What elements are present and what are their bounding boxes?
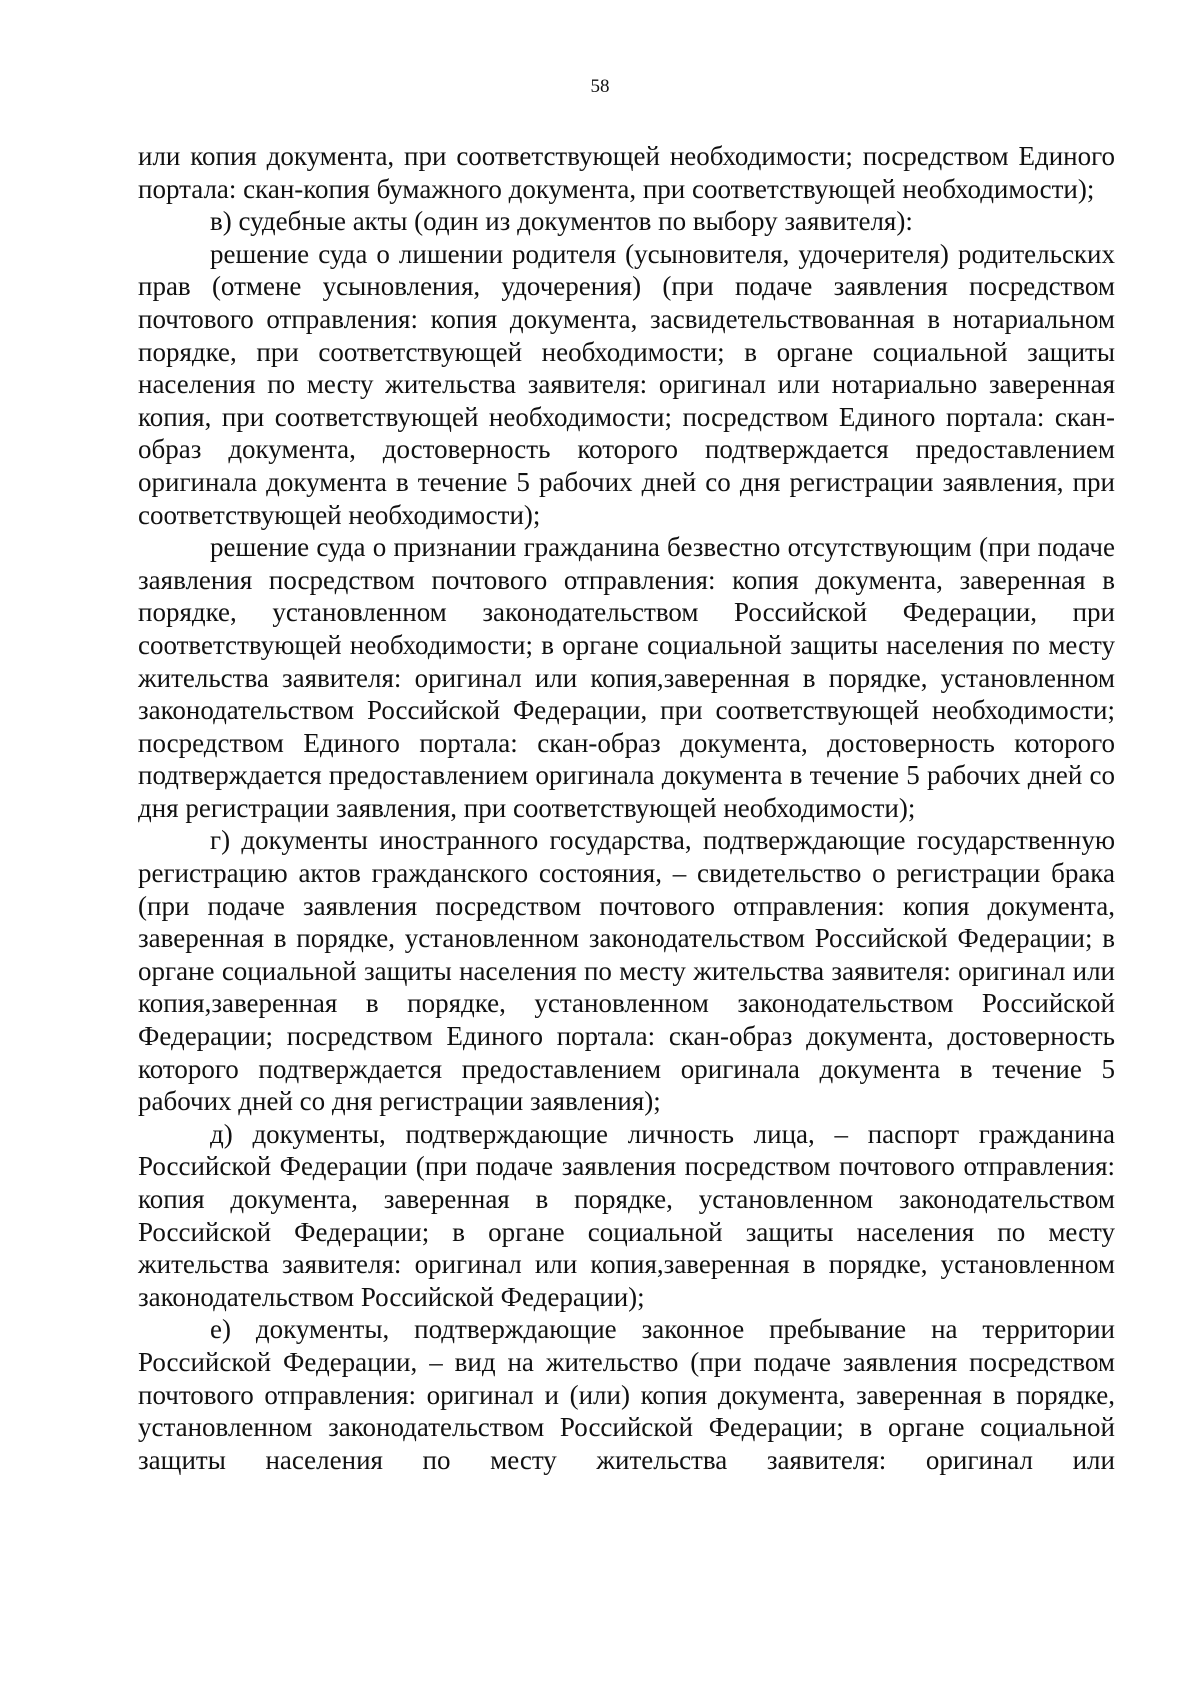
paragraph-continuation: или копия документа, при соответствующей необходимости; посредством Единого портала: скан-копия бумажного документа, при соответствующей необходимости); — [138, 141, 1115, 204]
paragraph-court-decision-parental-rights: решение суда о лишении родителя (усыновителя, удочерителя) родительских прав (отмене усыновления, удочерения) (при подаче заявления посредством почтового отправления: копия документа, засвидетельствованная в нотариальном порядке, при соответствующей необходимости; в органе социальной защиты населения по месту жительства заявителя: оригинал или нотариально заверенная копия, при соответствующей необходимости; посредством Единого портала: скан-образ документа, достоверность которого подтверждается предоставлением оригинала документа в течение 5 рабочих дней со дня регистрации заявления, при соответствующей необходимости); — [138, 238, 1115, 530]
paragraph-item-e-residence-documents: е) документы, подтверждающие законное пребывание на территории Российской Федерации, – вид на жительство (при подаче заявления посредством почтового отправления: оригинал и (или) копия документа, заверенная в порядке, установленном законодательством Российской Федерации; в органе социальной защиты населения по месту жительства заявителя: оригинал или — [138, 1314, 1115, 1475]
document-body — [138, 140, 1115, 1476]
paragraph-item-g-foreign-documents: г) документы иностранного государства, подтверждающие государственную регистрацию актов гражданского состояния, – свидетельство о регистрации брака (при подаче заявления посредством почтового отправления: копия документа, заверенная в порядке, установленном законодательством Российской Федерации; в органе социальной защиты населения по месту жительства заявителя: оригинал или копия,заверенная в порядке, установленном законодательством Российской Федерации; посредством Единого портала: скан-образ документа, достоверность которого подтверждается предоставлением оригинала документа в течение 5 рабочих дней со дня регистрации заявления); — [138, 825, 1115, 1117]
paragraph-item-v-heading: в) судебные акты (один из документов по выбору заявителя): — [210, 206, 913, 237]
paragraph-court-decision-missing-person: решение суда о признании гражданина безвестно отсутствующим (при подаче заявления посредством почтового отправления: копия документа, заверенная в порядке, установленном законодательством Российской Федерации, при соответствующей необходимости; в органе социальной защиты населения по месту жительства заявителя: оригинал или копия,заверенная в порядке, установленном законодательством Российской Федерации, при соответствующей необходимости; посредством Единого портала: скан-образ документа, достоверность которого подтверждается предоставлением оригинала документа в течение 5 рабочих дней со дня регистрации заявления, при соответствующей необходимости); — [138, 532, 1115, 823]
paragraph-item-d-identity-documents: д) документы, подтверждающие личность лица, – паспорт гражданина Российской Федерации (при подаче заявления посредством почтового отправления: копия документа, заверенная в порядке, установленном законодательством Российской Федерации; в органе социальной защиты населения по месту жительства заявителя: оригинал или копия,заверенная в порядке, установленном законодательством Российской Федерации); — [138, 1118, 1115, 1312]
page-number: 58 — [590, 76, 610, 97]
